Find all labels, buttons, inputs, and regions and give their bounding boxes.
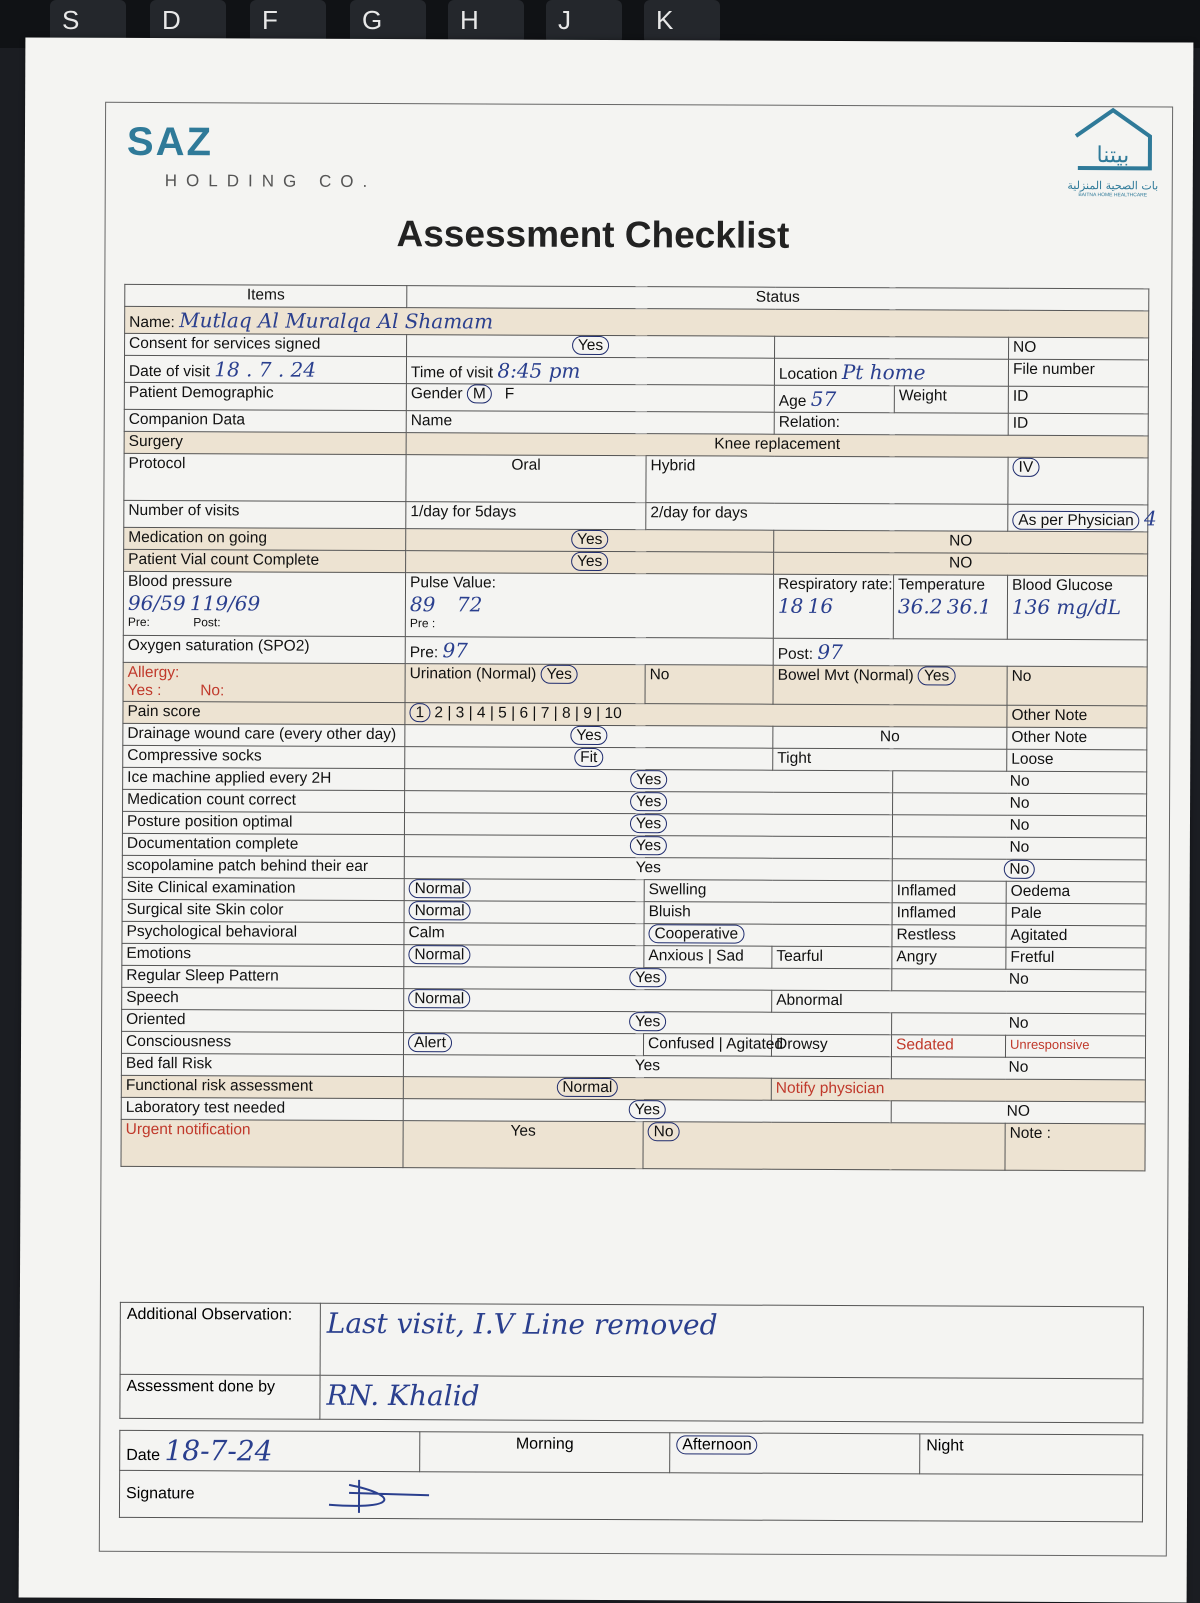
resp-post: 16 (807, 593, 834, 618)
yesno-no: No (892, 815, 1146, 838)
location-value: Pt home (841, 360, 926, 385)
visits-note: 4 (1144, 506, 1157, 531)
glucose-value: 136 mg/dL (1011, 594, 1122, 620)
yesno-label: Documentation complete (122, 833, 404, 856)
assessed-label: Assessment done by (120, 1374, 320, 1419)
urgent-note: Note : (1005, 1123, 1145, 1171)
signature-label: Signature (126, 1485, 195, 1503)
fall-no: No (891, 1057, 1145, 1080)
surgery-value: Knee replacement (406, 433, 1148, 458)
key: F (250, 0, 326, 44)
lab-no: NO (891, 1101, 1145, 1124)
pain-9: 9 (583, 704, 592, 722)
house-icon (1068, 104, 1158, 174)
medication-yes: Yes (571, 530, 608, 549)
yesno-label: Posture position optimal (122, 811, 404, 834)
socks-label: Compressive socks (123, 745, 405, 768)
conscious-c: Agitated (726, 1035, 784, 1053)
spo2-pre-value: 97 (442, 638, 468, 663)
emotions-label: Emotions (122, 943, 404, 966)
gender-m: M (467, 384, 492, 403)
site-exam-b: Swelling (644, 880, 892, 903)
date-morning: Morning (420, 1432, 670, 1473)
functional-a: Normal (556, 1078, 618, 1097)
consent-yes: Yes (572, 336, 609, 355)
allergy-label: Allergy: (127, 663, 180, 682)
yesno-yes: Yes (630, 770, 667, 789)
bp-post-label: Post: (193, 615, 221, 630)
pain-other: Other Note (1007, 705, 1147, 728)
name-label: Name: (129, 313, 175, 332)
consent-label: Consent for services signed (125, 333, 407, 356)
signature-mark (199, 1474, 419, 1515)
pain-10: 10 (604, 704, 622, 723)
date-table (119, 1430, 1143, 1522)
speech-label: Speech (122, 987, 404, 1010)
socks-loose: Loose (1007, 749, 1147, 772)
pain-3: 3 (455, 704, 465, 722)
spo2-label: Oxygen saturation (SPO2) (123, 635, 405, 663)
protocol-iv: IV (1013, 458, 1040, 477)
companion-id: ID (1008, 413, 1148, 436)
socks-fit: Fit (574, 748, 603, 767)
spo2-post-label: Post: (777, 645, 814, 663)
baitna-logo (1053, 104, 1173, 199)
key: D (150, 0, 226, 44)
logo-brand: SAZ (126, 119, 214, 165)
observation-table (119, 1302, 1144, 1423)
spo2-pre-label: Pre: (409, 644, 439, 662)
pain-label: Pain score (123, 701, 405, 724)
bowel-label: Bowel Mvt (Normal) (777, 666, 914, 685)
conscious-e: Sedated (891, 1035, 1005, 1057)
pain-4: 4 (476, 704, 486, 722)
consent-no: NO (1009, 337, 1149, 360)
logo-arabic-sub: بات الصحية المنزلية (1067, 179, 1159, 193)
name-value: Mutlaq Al Muralqa Al Shamam (179, 308, 494, 334)
urgent-no: No (648, 1122, 680, 1141)
pulse-post: 72 (456, 592, 483, 617)
resp-pre: 18 (777, 593, 804, 618)
demo-label: Patient Demographic (124, 382, 406, 410)
key: G (350, 0, 426, 44)
yesno-label: Ice machine applied every 2H (123, 767, 405, 790)
date-night: Night (920, 1434, 1143, 1475)
pain-5: 5 (498, 704, 507, 722)
skin-b: Bluish (644, 902, 892, 925)
key: S (50, 0, 126, 44)
site-exam-d: Oedema (1006, 881, 1146, 904)
companion-label: Companion Data (124, 409, 406, 432)
urgent-yes: Yes (403, 1121, 643, 1169)
date-label2: Date (126, 1446, 161, 1465)
emotions-d: Tearful (772, 946, 892, 969)
psych-a: Calm (404, 923, 644, 946)
assessment-table: Items Status Name: Mutlaq Al Muralqa Al Shamam Consent for services signed Yes NO Date of visit 18 . 7 . 24 Time of visit 8:45 pm Location Pt home File number Patient Demographic Gender M F Age 57 Weight ID Companion Data Name Relation: ID Surgery Knee replacement Protocol Oral Hybrid IV Number of visits 1/day for 5days 2/day for days As per Physician 4 Medication on going Yes NO Patient Vial count Complete Yes NO Blood pressure 96/59 119/69 Pre: Post: Pulse Value: 89 72 Pre : Respiratory rate: 18 16 Temperature 36.2 36.1 Blood Glucose 136 mg/dL Oxygen saturation (SPO2) Pre: 97 Post: 97 Allergy: Yes : No: Urination (Normal) Yes No Bowel Mvt (Normal) Yes No Pain score 1 2 | 3 | 4 | 5 | 6 | 7 | 8 | 9 | 10 Other Note Drainage wound care (every other day) Yes No Other Note Compressive socks Fit Tight Loose Ice machine applied every 2H Yes No Medication count correct Yes No Posture position optimal Yes No Documentation complete Yes No scopolamine patch behind their ear Yes No Site Clinical examination Normal Swelling Inflamed Oedema Surgical site Skin color Normal Bluish Inflamed Pale Psychological behavioral Calm Cooperative Restless Agitated Emotions Normal Anxious | Sad Tearful Angry Fretful Regular Sleep Pattern Yes No Speech Normal Abnormal Oriented Yes No Consciousness Alert Confused | Agitated Drowsy Sedated Unresponsive Bed fall Risk Yes No Functional risk assessment Normal Notify physician Laboratory test needed Yes NO Urgent notification Yes No Note : (120, 284, 1149, 1171)
bp-post: 119/69 (189, 591, 261, 616)
urination-yes: Yes (541, 665, 578, 684)
site-exam-a: Normal (409, 879, 471, 898)
companion-relation: Relation: (774, 412, 1008, 435)
resp-label: Respiratory rate: (777, 575, 893, 594)
yesno-yes: Yes (630, 814, 667, 833)
observation-value: Last visit, I.V Line removed (320, 1303, 1143, 1379)
assessed-value: RN. Khalid (320, 1375, 1143, 1423)
age-value: 57 (810, 386, 837, 412)
conscious-label: Consciousness (121, 1031, 403, 1054)
speech-b: Abnormal (772, 990, 1146, 1014)
emotions-f: Fretful (1006, 947, 1146, 970)
bowel-yes: Yes (918, 666, 955, 685)
urination-label: Urination (Normal) (409, 665, 537, 683)
psych-b: Cooperative (648, 924, 744, 943)
demo-id: ID (1008, 386, 1148, 414)
items-header: Items (125, 284, 407, 307)
emotions-a: Normal (408, 945, 470, 964)
medication-label: Medication on going (124, 527, 406, 550)
observation-label: Additional Observation: (120, 1302, 320, 1375)
emotions-e: Angry (892, 947, 1006, 969)
signature-row (119, 1470, 1142, 1521)
yesno-no: No (892, 837, 1146, 860)
saz-logo (127, 120, 377, 192)
skin-c: Inflamed (892, 903, 1006, 925)
lab-label: Laboratory test needed (121, 1097, 403, 1120)
drainage-no: No (773, 726, 1007, 749)
fall-label: Bed fall Risk (121, 1053, 403, 1076)
svg-text:بيتنا: بيتنا (1096, 143, 1130, 169)
psych-label: Psychological behavioral (122, 921, 404, 944)
emotions-c: Sad (716, 947, 744, 965)
location-label: Location (778, 365, 838, 384)
file-label: File number (1008, 359, 1148, 387)
status-header: Status (407, 286, 1149, 311)
emotions-b: Anxious (648, 947, 704, 965)
key: K (644, 0, 720, 44)
glucose-label: Blood Glucose (1011, 576, 1113, 595)
yesno-no: No (893, 793, 1147, 816)
yesno-yes: Yes (630, 836, 667, 855)
key: H (448, 0, 524, 44)
psych-c: Restless (892, 925, 1006, 947)
drainage-label: Drainage wound care (every other day) (123, 723, 405, 746)
temp-label: Temperature (897, 576, 986, 594)
oriented-no: No (892, 1013, 1146, 1036)
speech-a: Normal (408, 989, 470, 1008)
conscious-b: Confused (647, 1035, 715, 1053)
vial-label: Patient Vial count Complete (124, 549, 406, 572)
pulse-label: Pulse Value: (409, 574, 496, 592)
gender-f: F (504, 385, 515, 403)
drainage-yes: Yes (570, 726, 607, 745)
date-label: Date of visit (128, 362, 210, 381)
protocol-label: Protocol (124, 453, 406, 501)
pain-7: 7 (540, 704, 550, 722)
spo2-post-value: 97 (817, 639, 843, 665)
logo-english: BAITNA HOME HEALTHCARE (1078, 192, 1148, 199)
bowel-no: No (1007, 666, 1147, 706)
yesno-no: No (893, 771, 1147, 794)
skin-label: Surgical site Skin color (122, 899, 404, 922)
functional-label: Functional risk assessment (121, 1075, 403, 1098)
visits-b: 2/day for days (646, 503, 1008, 532)
medication-no: NO (774, 530, 1148, 554)
psych-d: Agitated (1006, 925, 1146, 948)
companion-name: Name (406, 411, 774, 435)
yesno-label: scopolamine patch behind their ear (122, 855, 404, 878)
yesno-yes: Yes (404, 857, 892, 881)
oriented-yes: Yes (629, 1012, 666, 1031)
oriented-label: Oriented (122, 1009, 404, 1032)
pain-6: 6 (519, 704, 529, 722)
vial-no: NO (774, 552, 1148, 576)
vial-yes: Yes (571, 552, 608, 571)
surgery-label: Surgery (124, 431, 406, 454)
functional-b: Notify physician (771, 1078, 1145, 1102)
date-value: 18 . 7 . 24 (214, 357, 317, 382)
conscious-d: Drowsy (771, 1034, 891, 1057)
drainage-other: Other Note (1007, 727, 1147, 750)
skin-d: Pale (1006, 903, 1146, 926)
allergy-no: No: (200, 682, 225, 700)
conscious-a: Alert (408, 1033, 452, 1052)
date-value2: 18-7-24 (164, 1434, 273, 1468)
age-label: Age (778, 392, 807, 410)
urination-no: No (645, 665, 773, 705)
visits-c: As per Physician (1012, 511, 1140, 531)
pain-1: 1 (409, 703, 430, 722)
allergy-yes: Yes : (127, 681, 162, 700)
site-exam-c: Inflamed (892, 881, 1006, 903)
site-exam-label: Site Clinical examination (122, 877, 404, 900)
visits-a: 1/day for 5days (406, 502, 646, 530)
protocol-hybrid: Hybrid (646, 456, 1008, 505)
temp-post: 36.1 (946, 594, 992, 619)
protocol-oral: Oral (406, 455, 646, 503)
fall-yes: Yes (403, 1055, 891, 1079)
checklist-paper (19, 37, 1194, 1602)
yesno-label: Medication count correct (123, 789, 405, 812)
yesno-no: No (1003, 860, 1035, 879)
yesno-yes: Yes (630, 792, 667, 811)
socks-tight: Tight (773, 748, 1007, 771)
bp-pre-label: Pre: (127, 614, 150, 630)
visits-label: Number of visits (124, 500, 406, 528)
sleep-no: No (892, 969, 1146, 992)
date-afternoon: Afternoon (676, 1435, 757, 1454)
pulse-pre: 89 (409, 592, 436, 617)
page-title: Assessment Checklist (396, 213, 790, 256)
logo-sub: HOLDING CO. (164, 171, 377, 191)
sleep-yes: Yes (629, 968, 666, 987)
temp-pre: 36.2 (897, 594, 943, 619)
pain-8: 8 (561, 704, 571, 722)
conscious-f: Unresponsive (1005, 1035, 1145, 1058)
skin-a: Normal (409, 901, 471, 920)
sleep-label: Regular Sleep Pattern (122, 965, 404, 988)
pain-2: 2 (434, 704, 444, 722)
time-label: Time of visit (410, 364, 494, 382)
weight-label: Weight (894, 386, 1008, 413)
lab-yes: Yes (629, 1100, 666, 1119)
pulse-pre-label: Pre : (409, 616, 436, 631)
key: J (546, 0, 622, 44)
urgent-label: Urgent notification (121, 1119, 403, 1167)
bp-pre: 96/59 (127, 590, 186, 616)
gender-label: Gender (410, 385, 463, 403)
bp-label: Blood pressure (127, 572, 233, 591)
time-value: 8:45 pm (497, 358, 581, 383)
